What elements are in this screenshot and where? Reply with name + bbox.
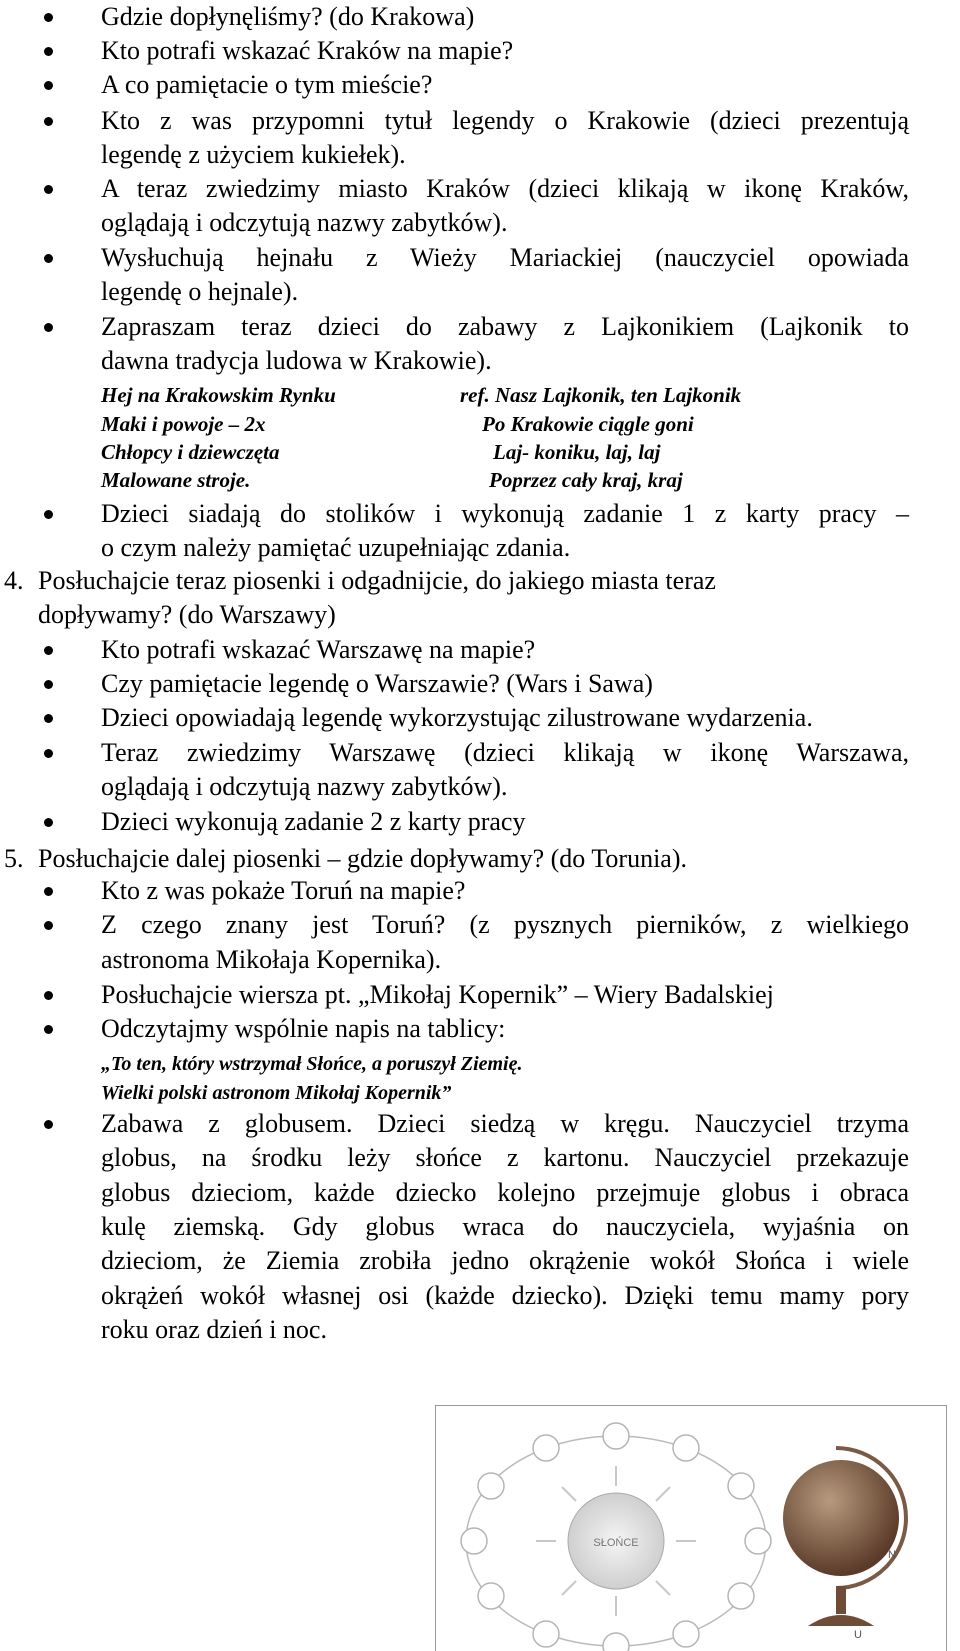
text-line: o czym należy pamiętać uzupełniając zdania. [101, 533, 571, 562]
globe-icon [783, 1448, 906, 1626]
orbit-diagram [436, 1406, 947, 1651]
list-number: 4. [4, 566, 24, 595]
song-refrain-line: Laj- koniku, laj, laj [493, 440, 661, 464]
song-line: Hej na Krakowskim Rynku [101, 383, 336, 407]
song-line: Malowane stroje. [101, 468, 251, 492]
text-line: Kto potrafi wskazać Warszawę na mapie? [101, 635, 536, 664]
text-line: Kto z was przypomni tytuł legendy o Krakowie (dzieci prezentują [101, 106, 909, 135]
text-line: dzieciom, że Ziemia zrobiła jedno okrążenie wokół Słońca i wiele [101, 1246, 909, 1275]
sun-label: SŁOŃCE [593, 1537, 639, 1549]
text-line: A co pamiętacie o tym mieście? [101, 70, 433, 99]
bullet [44, 47, 53, 56]
text-line: Gdzie dopłynęliśmy? (do Krakowa) [101, 2, 475, 31]
song-refrain-line: ref. Nasz Lajkonik, ten Lajkonik [460, 383, 742, 407]
bullet [44, 323, 53, 332]
text-line: Dzieci wykonują zadanie 2 z karty pracy [101, 807, 526, 836]
text-line: roku oraz dzień i noc. [101, 1315, 327, 1344]
north-label: N [888, 1549, 896, 1561]
text-line: A teraz zwiedzimy miasto Kraków (dzieci klikają w ikonę Kraków, [101, 174, 909, 203]
text-line: Posłuchajcie teraz piosenki i odgadnijcie, do jakiego miasta teraz [38, 566, 716, 595]
text-line: Teraz zwiedzimy Warszawę (dzieci klikają w ikonę Warszawa, [101, 738, 909, 767]
bullet [44, 714, 53, 723]
text-line: Czy pamiętacie legendę o Warszawie? (Wars i Sawa) [101, 669, 653, 698]
label-u: U [854, 1629, 862, 1641]
board-quote-line: „To ten, który wstrzymał Słońce, a poruszył Ziemię. [101, 1053, 523, 1075]
text-line: globus dzieciom, każde dziecko kolejno przejmuje globus i obraca [101, 1178, 909, 1207]
song-refrain-line: Poprzez cały kraj, kraj [489, 468, 683, 492]
bullet [44, 510, 53, 519]
bullet [44, 254, 53, 263]
text-line: Posłuchajcie wiersza pt. „Mikołaj Kopernik” – Wiery Badalskiej [101, 980, 774, 1009]
text-line: Zapraszam teraz dzieci do zabawy z Lajkonikiem (Lajkonik to [101, 312, 909, 341]
board-quote-line: Wielki polski astronom Mikołaj Kopernik” [101, 1082, 452, 1104]
text-line: oglądają i odczytują nazwy zabytków). [101, 772, 508, 801]
sun-orbit-illustration [435, 1405, 947, 1651]
bullet [44, 921, 53, 930]
text-line: Posłuchajcie dalej piosenki – gdzie dopływamy? (do Torunia). [38, 844, 687, 873]
bullet [44, 991, 53, 1000]
bullet [44, 81, 53, 90]
list-number: 5. [4, 844, 24, 873]
text-line: legendę z użyciem kukiełek). [101, 140, 406, 169]
song-line: Maki i powoje – 2x [101, 412, 266, 436]
bullet [44, 887, 53, 896]
text-line: globus, na środku leży słońce z kartonu. Nauczyciel przekazuje [101, 1143, 909, 1172]
text-line: legendę o hejnale). [101, 277, 299, 306]
text-line: Kto potrafi wskazać Kraków na mapie? [101, 36, 514, 65]
song-refrain-line: Po Krakowie ciągle goni [482, 412, 694, 436]
text-line: kulę ziemską. Gdy globus wraca do nauczyciela, wyjaśnia on [101, 1212, 909, 1241]
text-line: okrążeń wokół własnej osi (każde dziecko). Dzięki temu mamy pory [101, 1281, 909, 1310]
text-line: Kto z was pokaże Toruń na mapie? [101, 876, 466, 905]
bullet [44, 1120, 53, 1129]
text-line: dopływamy? (do Warszawy) [38, 600, 336, 629]
text-line: astronoma Mikołaja Kopernika). [101, 945, 442, 974]
bullet [44, 749, 53, 758]
bullet [44, 646, 53, 655]
text-line: Zabawa z globusem. Dzieci siedzą w kręgu. Nauczyciel trzyma [101, 1109, 909, 1138]
bullet [44, 680, 53, 689]
bullet [44, 818, 53, 827]
song-line: Chłopcy i dziewczęta [101, 440, 280, 464]
bullet [44, 117, 53, 126]
bullet [44, 1025, 53, 1034]
text-line: dawna tradycja ludowa w Krakowie). [101, 346, 492, 375]
text-line: oglądają i odczytują nazwy zabytków). [101, 208, 508, 237]
bullet [44, 185, 53, 194]
text-line: Odczytajmy wspólnie napis na tablicy: [101, 1014, 506, 1043]
text-line: Dzieci opowiadają legendę wykorzystując zilustrowane wydarzenia. [101, 703, 813, 732]
bullet [44, 13, 53, 22]
text-line: Z czego znany jest Toruń? (z pysznych pierników, z wielkiego [101, 910, 909, 939]
text-line: Wysłuchują hejnału z Wieży Mariackiej (nauczyciel opowiada [101, 243, 909, 272]
text-line: Dzieci siadają do stolików i wykonują zadanie 1 z karty pracy – [101, 499, 909, 528]
